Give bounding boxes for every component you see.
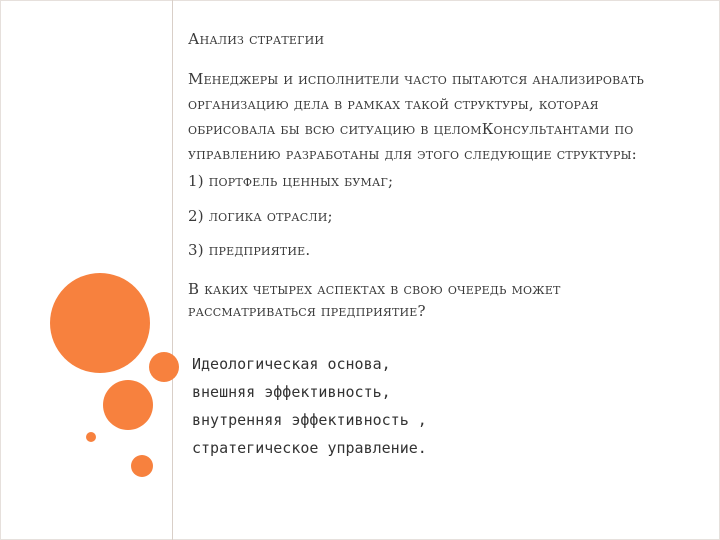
question-line-1 [188, 280, 561, 298]
paragraph-line-3-b: онсультантами по [493, 120, 634, 138]
slide-title: Анализ стратегии [188, 30, 325, 48]
paragraph-line-1 [188, 70, 644, 88]
decor-circle-small-1 [149, 352, 179, 382]
paragraph-line-1-text: енеджеры и исполнители часто пытаются анализировать [203, 70, 645, 88]
answer-block [192, 350, 427, 462]
decor-circle-small-2 [131, 455, 153, 477]
paragraph-line-3 [188, 120, 633, 138]
list-item: 3) предприятие. [188, 241, 311, 259]
decor-circle-dot [86, 432, 96, 442]
question-line-1-text: каких четырех аспектах в свою очередь может [199, 280, 561, 298]
answer-line: стратегическое управление. [192, 439, 427, 457]
question-line-2: рассматриваться предприятие? [188, 302, 426, 320]
vertical-divider [172, 0, 173, 540]
answer-line: внешняя эффективность, [192, 383, 391, 401]
paragraph-line-3-cap: К [481, 120, 494, 138]
paragraph-line-2: организацию дела в рамках такой структуры, которая [188, 95, 599, 113]
list-item: 2) логика отрасли; [188, 207, 333, 225]
decor-circle-large [50, 273, 150, 373]
decor-circle-medium [103, 380, 153, 430]
list-item: 1) портфель ценных бумаг; [188, 172, 394, 190]
question-first-cap: В [188, 280, 200, 298]
answer-line: внутренняя эффективность , [192, 411, 427, 429]
answer-line: Идеологическая основа, [192, 355, 391, 373]
paragraph-first-cap: М [188, 70, 204, 88]
paragraph-line-3-a: обрисовала бы всю ситуацию в целом [188, 120, 482, 138]
paragraph-line-4: управлению разработаны для этого следующие структуры: [188, 145, 637, 163]
